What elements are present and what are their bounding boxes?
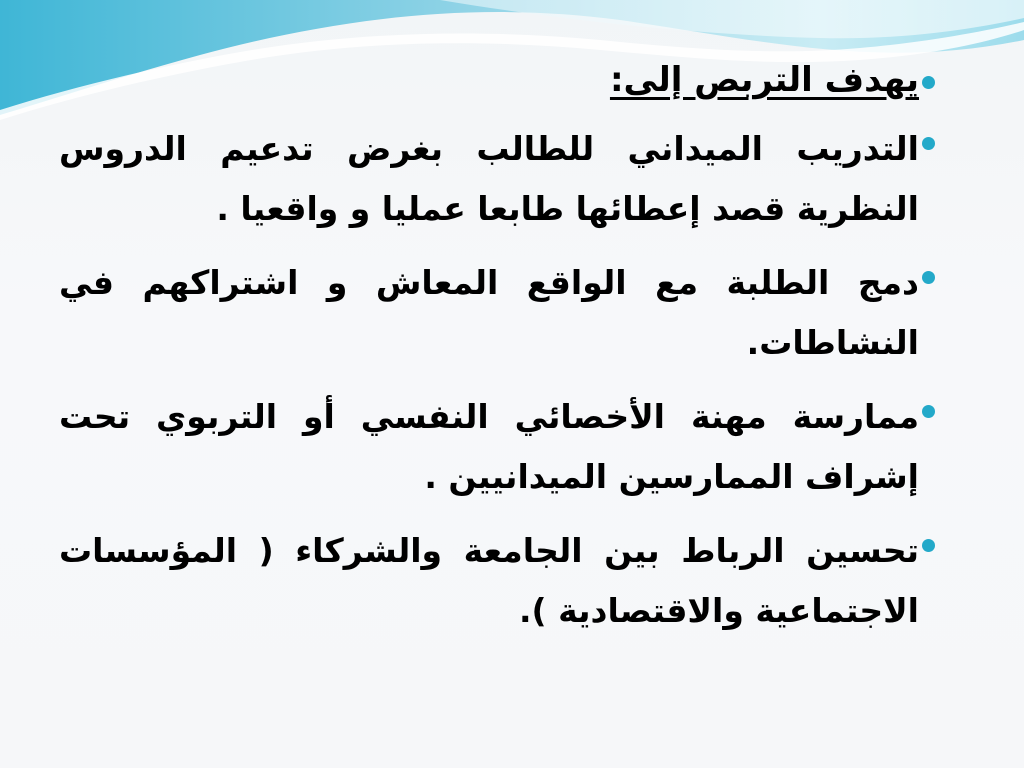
list-item-text: ممارسة مهنة الأخصائي النفسي أو التربوي تحت إشراف الممارسين الميدانيين . [59, 397, 919, 496]
bullet-icon [922, 76, 935, 89]
bullet-icon [922, 405, 935, 418]
bullet-icon [922, 539, 935, 552]
slide-content [55, 55, 935, 641]
list-item-text: التدريب الميداني للطالب بغرض تدعيم الدروس النظرية قصد إعطائها طابعا عمليا و واقعيا . [59, 129, 919, 228]
bullet-icon [922, 137, 935, 150]
bullet-icon [922, 271, 935, 284]
slide-heading [55, 55, 935, 105]
list-item [55, 521, 935, 641]
list-item-text: تحسين الرباط بين الجامعة والشركاء ( المؤسسات الاجتماعية والاقتصادية ). [59, 531, 919, 630]
list-item-text: دمج الطلبة مع الواقع المعاش و اشتراكهم في النشاطات. [59, 263, 919, 362]
list-item [55, 253, 935, 373]
heading-text: يهدف التربص إلى: [609, 60, 919, 100]
list-item [55, 387, 935, 507]
list-item [55, 119, 935, 239]
